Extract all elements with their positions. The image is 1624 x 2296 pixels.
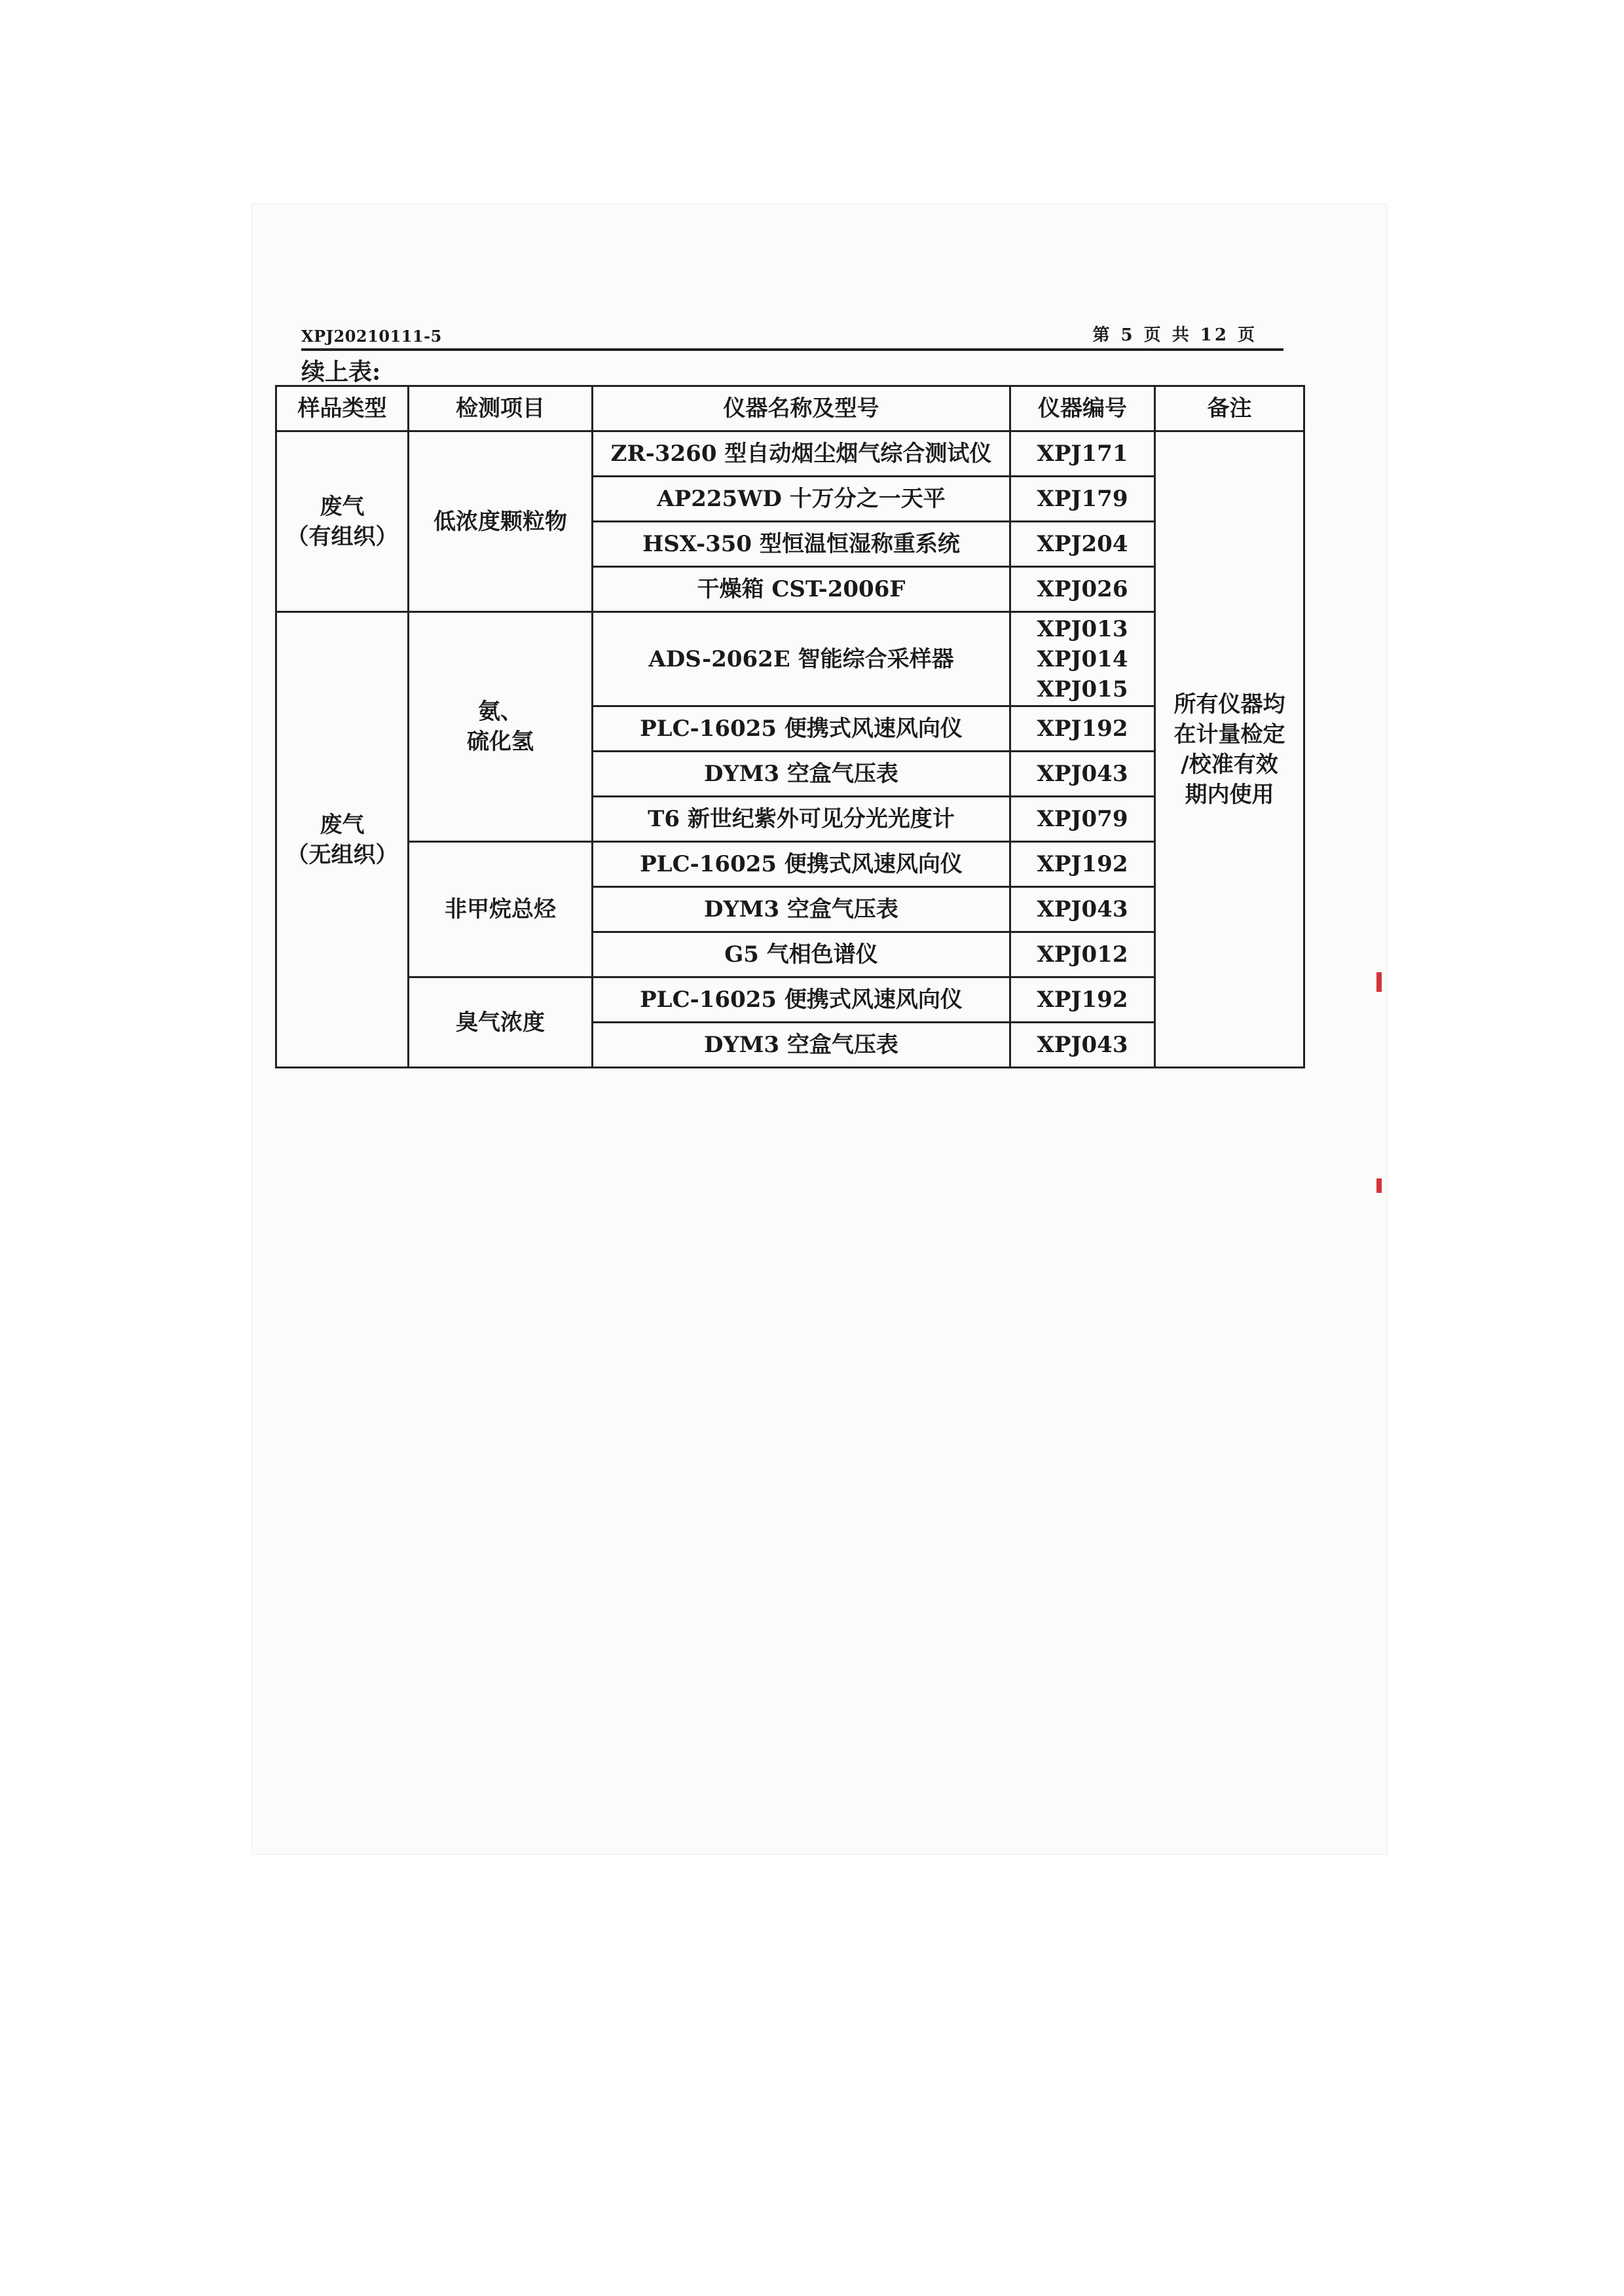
note-line: 期内使用	[1185, 781, 1274, 808]
item-cell: 非甲烷总烃	[409, 842, 593, 977]
sample-type-line: （有组织）	[286, 523, 398, 550]
item-cell	[409, 612, 593, 842]
continued-label: 续上表:	[301, 358, 381, 386]
item-cell: 臭气浓度	[409, 977, 593, 1068]
table-row	[276, 431, 1304, 477]
instrument-cell: ADS-2062E 智能综合采样器	[593, 612, 1010, 706]
code-line: XPJ015	[1037, 676, 1128, 702]
instrument-cell: HSX-350 型恒温恒湿称重系统	[593, 522, 1010, 567]
sample-type-line: 废气	[320, 811, 365, 838]
instrument-cell: PLC-16025 便携式风速风向仪	[593, 706, 1010, 752]
code-cell: XPJ043	[1010, 887, 1155, 932]
instrument-cell: PLC-16025 便携式风速风向仪	[593, 842, 1010, 887]
report-id: XPJ20210111-5	[301, 327, 442, 346]
instrument-cell: 干燥箱 CST-2006F	[593, 567, 1010, 612]
table-header-row	[276, 386, 1304, 431]
code-cell: XPJ192	[1010, 706, 1155, 752]
sample-type-cell	[276, 612, 409, 1068]
instrument-cell: G5 气相色谱仪	[593, 932, 1010, 977]
code-line: XPJ014	[1037, 646, 1128, 672]
edge-mark	[1376, 1178, 1382, 1193]
header-note: 备注	[1155, 386, 1304, 431]
code-cell: XPJ026	[1010, 567, 1155, 612]
edge-mark	[1376, 972, 1382, 992]
instrument-cell: DYM3 空盒气压表	[593, 1023, 1010, 1068]
note-line: /校准有效	[1181, 751, 1278, 778]
note-line: 在计量检定	[1173, 721, 1285, 748]
code-cell	[1010, 612, 1155, 706]
instrument-cell: PLC-16025 便携式风速风向仪	[593, 977, 1010, 1023]
code-cell: XPJ043	[1010, 1023, 1155, 1068]
table-row	[276, 842, 1304, 887]
table-row	[276, 612, 1304, 706]
sample-type-line: （无组织）	[286, 841, 398, 868]
table-row	[276, 977, 1304, 1023]
document-header	[301, 319, 1283, 351]
header-sample-type: 样品类型	[276, 386, 409, 431]
header-code: 仪器编号	[1010, 386, 1155, 431]
page-info: 第 5 页 共 12 页	[1092, 325, 1257, 345]
instrument-cell: DYM3 空盒气压表	[593, 887, 1010, 932]
code-cell: XPJ179	[1010, 477, 1155, 522]
code-cell: XPJ012	[1010, 932, 1155, 977]
code-cell: XPJ043	[1010, 752, 1155, 797]
item-line: 氨、	[478, 699, 523, 725]
code-cell: XPJ192	[1010, 842, 1155, 887]
code-cell: XPJ192	[1010, 977, 1155, 1023]
instrument-cell: T6 新世纪紫外可见分光光度计	[593, 797, 1010, 842]
instrument-cell: AP225WD 十万分之一天平	[593, 477, 1010, 522]
instrument-cell: ZR-3260 型自动烟尘烟气综合测试仪	[593, 431, 1010, 477]
header-item: 检测项目	[409, 386, 593, 431]
instrument-cell: DYM3 空盒气压表	[593, 752, 1010, 797]
item-cell: 低浓度颗粒物	[409, 431, 593, 612]
header-instrument: 仪器名称及型号	[593, 386, 1010, 431]
code-cell: XPJ079	[1010, 797, 1155, 842]
code-cell: XPJ204	[1010, 522, 1155, 567]
code-line: XPJ013	[1037, 615, 1128, 642]
note-cell	[1155, 431, 1304, 1068]
instrument-table	[275, 385, 1305, 1068]
code-cell: XPJ171	[1010, 431, 1155, 477]
item-line: 硫化氢	[467, 729, 534, 755]
sample-type-cell	[276, 431, 409, 612]
note-line: 所有仪器均	[1173, 691, 1285, 718]
sample-type-line: 废气	[320, 493, 365, 520]
